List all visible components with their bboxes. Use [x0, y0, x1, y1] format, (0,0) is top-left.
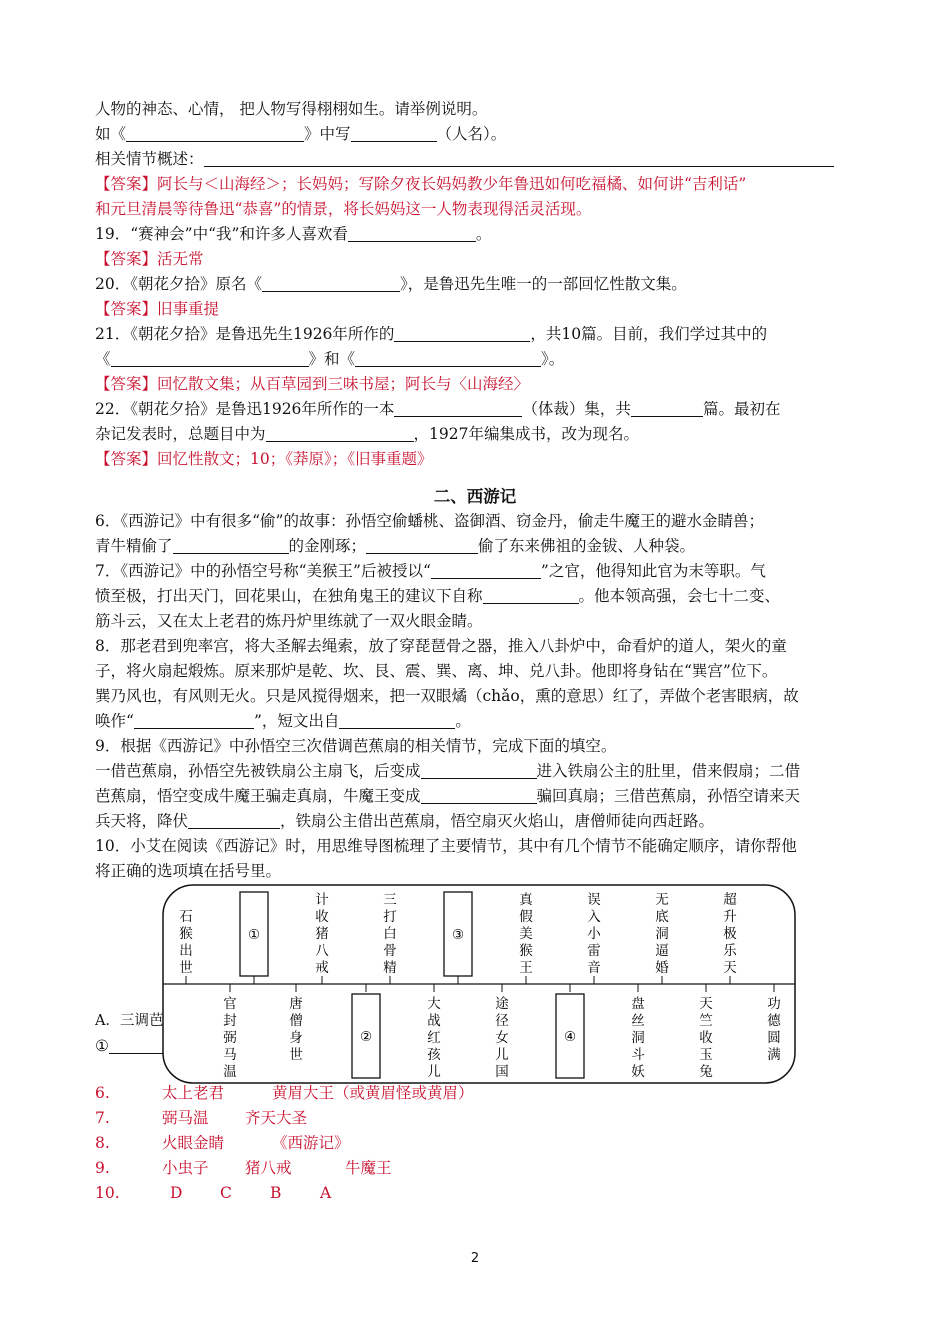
blank[interactable] — [126, 125, 304, 142]
answer-line: 【答案】阿长与＜山海经＞；长妈妈；写除夕夜长妈妈教少年鲁迅如何吃福橘、如何讲“吉利话” — [95, 175, 747, 193]
text-line — [95, 785, 800, 807]
blank[interactable] — [188, 812, 280, 829]
plot-item-char: 途 — [495, 996, 509, 1012]
mind-map-bottom-item — [289, 984, 303, 1063]
text-line: 筋斗云，又在太上老君的炼丹炉里练就了一双火眼金睛。 — [95, 612, 483, 630]
mind-map-top-item — [444, 892, 472, 984]
plot-item-char: 乐 — [723, 943, 737, 959]
text: 。他本领高强，会七十二变、 — [578, 587, 781, 605]
blank[interactable] — [483, 587, 579, 604]
text-line: 将正确的选项填在括号里。 — [95, 862, 282, 880]
plot-item-char: 世 — [289, 1047, 303, 1063]
plot-item-char: 德 — [767, 1013, 781, 1029]
text-line — [95, 810, 714, 832]
blank[interactable] — [431, 562, 541, 579]
text: 如《 — [95, 125, 127, 143]
answer-number: 8. — [95, 1134, 110, 1152]
text: 21．《朝花夕拾》是鲁迅先生1926年所作的 — [95, 325, 395, 343]
plot-item-char: 兔 — [699, 1064, 713, 1080]
plot-item-char: 底 — [655, 909, 669, 925]
text-line — [95, 760, 800, 782]
question-22 — [95, 398, 780, 420]
answer-line: 和元旦清晨等待鲁迅“恭喜”的情景，将长妈妈这一人物表现得活灵活现。 — [95, 200, 592, 218]
plot-item-char: 官 — [223, 996, 237, 1012]
text: 一借芭蕉扇，孙悟空先被铁扇公主扇飞，后变成 — [95, 762, 421, 780]
plot-item-char: 收 — [315, 909, 329, 925]
plot-item-char: 竺 — [699, 1013, 713, 1029]
answer-number: 10. — [95, 1184, 120, 1202]
plot-item-char: 儿 — [427, 1064, 441, 1080]
text-line — [95, 148, 834, 170]
question-20 — [95, 273, 687, 295]
text: 芭蕉扇，悟空变成牛魔王骗走真扇，牛魔王变成 — [95, 787, 421, 805]
plot-item-char: 猴 — [179, 926, 193, 942]
plot-item-char: 真 — [519, 892, 533, 908]
blank[interactable] — [134, 712, 254, 729]
blank[interactable] — [111, 350, 309, 367]
plot-item-char: 白 — [383, 926, 397, 942]
plot-item-char: 唐 — [289, 996, 303, 1012]
text-line — [95, 348, 564, 370]
plot-item-char: 猴 — [519, 943, 533, 959]
text: 19．“赛神会”中“我”和许多人喜欢看 — [95, 225, 348, 243]
blank[interactable] — [394, 325, 530, 342]
text: ，共10篇。目前，我们学过其中的 — [530, 325, 768, 343]
text: ”之官，他得知此官为末等职。气 — [540, 562, 766, 580]
text: 》和《 — [308, 350, 356, 368]
answer-number: 9. — [95, 1159, 110, 1177]
plot-item-char: 洞 — [631, 1030, 645, 1046]
blank-box-label: ② — [359, 1029, 373, 1045]
text-line — [95, 585, 780, 607]
text-line — [95, 710, 471, 732]
page-number: 2 — [470, 1251, 480, 1266]
mind-map-bottom-item — [352, 984, 380, 1078]
text-line — [95, 423, 639, 445]
blank[interactable] — [394, 400, 522, 417]
answer-text: 火眼金睛 — [162, 1134, 225, 1152]
plot-item-char: 误 — [587, 892, 601, 908]
plot-item-char: 斗 — [631, 1047, 645, 1063]
plot-item-char: 满 — [767, 1047, 781, 1063]
plot-item-char: 天 — [699, 996, 713, 1012]
blank[interactable] — [421, 762, 537, 779]
mind-map-top-item — [383, 892, 397, 984]
text: 偷了东来佛祖的金钹、人种袋。 — [478, 537, 696, 555]
plot-item-char: 身 — [289, 1030, 303, 1046]
text: 相关情节概述： — [95, 150, 204, 168]
text-line: 子，将火扇起煅炼。原来那炉是乾、坎、艮、震、巽、离、坤、兑八卦。他即将身钻在“巽宫”位下。 — [95, 662, 778, 680]
blank[interactable] — [339, 712, 455, 729]
text: ，1927年编集成书，改为现名。 — [413, 425, 639, 443]
plot-item-char: 计 — [315, 892, 329, 908]
text: 骗回真扇；三借芭蕉扇，孙悟空请来天 — [536, 787, 801, 805]
plot-item-char: 功 — [767, 996, 781, 1012]
answer-text: 弼马温 — [162, 1109, 209, 1127]
text-line — [95, 535, 695, 557]
mind-map-top-item — [655, 892, 669, 984]
mind-map-bottom-item — [223, 984, 237, 1080]
text: 篇。最初在 — [702, 400, 781, 418]
plot-item-char: 极 — [723, 926, 737, 942]
plot-item-char: 红 — [427, 1030, 441, 1046]
plot-item-char: 入 — [587, 909, 601, 925]
plot-item-char: 无 — [655, 892, 669, 908]
plot-item-char: 妖 — [631, 1064, 645, 1080]
mind-map-bottom-item — [631, 984, 645, 1080]
plot-item-char: 儿 — [495, 1047, 509, 1063]
answer-text: 《西游记》 — [272, 1134, 350, 1152]
plot-item-char: 温 — [223, 1064, 237, 1080]
plot-item-char: 孩 — [427, 1047, 441, 1063]
mind-map-top-item — [519, 892, 533, 984]
plot-item-char: 美 — [519, 926, 533, 942]
plot-item-char: 国 — [495, 1064, 509, 1080]
mind-map-bottom-item — [767, 984, 781, 1063]
mind-map-top-item — [315, 891, 329, 984]
mind-map-top-item — [723, 891, 737, 984]
answer-text: D — [170, 1184, 183, 1202]
text: ，铁扇公主借出芭蕉扇，悟空扇灭火焰山，唐僧师徒向西赶路。 — [280, 812, 715, 830]
answer-line: 【答案】活无常 — [95, 250, 204, 268]
plot-item-char: 收 — [699, 1030, 713, 1046]
plot-item-char: 打 — [383, 909, 397, 925]
answer-line: 【答案】旧事重提 — [95, 300, 220, 318]
text-line: 巽乃风也，有风则无火。只是风搅得烟来，把一双眼燏（chǎo，熏的意思）红了，弄做个老害眼病，故 — [95, 687, 799, 705]
text: 》，是鲁迅先生唯一的一部回忆性散文集。 — [399, 275, 687, 293]
text: （体裁）集，共 — [522, 400, 631, 418]
plot-item-char: 马 — [223, 1047, 237, 1063]
plot-item-char: 出 — [179, 943, 193, 959]
plot-item-char: 假 — [519, 909, 533, 925]
blank[interactable] — [421, 787, 537, 804]
plot-item-char: 盘 — [631, 996, 645, 1012]
blank[interactable] — [351, 125, 437, 142]
plot-item-char: 女 — [495, 1030, 509, 1046]
mind-map-top-item — [240, 892, 268, 984]
plot-item-char: 天 — [723, 960, 737, 976]
question-6: 6．《西游记》中有很多“偷”的故事：孙悟空偷蟠桃、盗御酒、窃金丹，偷走牛魔王的避水金睛兽； — [95, 512, 764, 530]
plot-item-char: 逼 — [655, 943, 669, 959]
blank-box-label: ④ — [563, 1029, 577, 1045]
text: 的金刚琢； — [288, 537, 367, 555]
plot-item-char: 升 — [723, 909, 737, 925]
blank-box-label: ① — [247, 927, 261, 943]
plot-item-char: 三 — [383, 892, 397, 908]
mind-map-bottom-item — [495, 984, 509, 1080]
plot-item-char: 精 — [383, 960, 397, 976]
mind-map-bottom-item — [427, 984, 441, 1080]
answer-text: 小虫子 — [162, 1159, 209, 1177]
mind-map-bottom-item — [699, 984, 713, 1080]
blank[interactable] — [262, 275, 400, 292]
plot-item-char: 石 — [179, 909, 193, 925]
question-9: 9．根据《西游记》中孙悟空三次借调芭蕉扇的相关情节，完成下面的填空。 — [95, 737, 617, 755]
plot-item-char: 战 — [427, 1013, 441, 1029]
text: ”，短文出自 — [253, 712, 340, 730]
text: 愤至极，打出天门，回花果山，在独角鬼王的建议下自称 — [95, 587, 483, 605]
blank[interactable] — [348, 225, 476, 242]
plot-item-char: 圆 — [767, 1030, 781, 1046]
plot-item-char: 玉 — [699, 1047, 713, 1063]
text: 兵天将，降伏 — [95, 812, 189, 830]
mind-map — [162, 884, 796, 1084]
blank[interactable] — [355, 350, 541, 367]
plot-item-char: 猪 — [315, 926, 329, 942]
plot-item-char: 婚 — [655, 960, 669, 976]
text: 》中写 — [304, 125, 351, 143]
question-10: 10．小艾在阅读《西游记》时，用思维导图梳理了主要情节，其中有几个情节不能确定顺序，请你帮他 — [95, 837, 797, 855]
plot-item-char: 戒 — [315, 960, 329, 976]
blank[interactable] — [173, 537, 289, 554]
option-a: A．三调芭 — [95, 1013, 164, 1029]
question-8: 8．那老君到兜率宫，将大圣解去绳索，放了穿琵琶骨之器，推入八卦炉中，命看炉的道人，架火的童 — [95, 637, 787, 655]
text: 《 — [95, 350, 111, 368]
text: 》。 — [541, 350, 565, 368]
text-line — [95, 123, 506, 145]
text: 。 — [455, 712, 471, 730]
text: （人名）。 — [436, 125, 507, 143]
text: 唤作“ — [95, 712, 134, 730]
text-line: 人物的神态、心情， 把人物写得栩栩如生。请举例说明。 — [95, 100, 488, 118]
answer-text: A — [320, 1184, 332, 1202]
text: 7．《西游记》中的孙悟空号称“美猴王”后被授以“ — [95, 562, 431, 580]
answer-text: B — [270, 1184, 282, 1202]
plot-item-char: 大 — [427, 996, 441, 1012]
plot-item-char: 小 — [587, 926, 601, 942]
plot-item-char: 骨 — [383, 943, 397, 959]
mind-map-top-item — [587, 892, 601, 984]
text: 青牛精偷了 — [95, 537, 173, 555]
answer-text: 牛魔王 — [345, 1159, 392, 1177]
answer-text: 太上老君 — [162, 1084, 225, 1102]
plot-item-char: 雷 — [587, 943, 601, 959]
blank[interactable] — [266, 425, 414, 442]
answer-number: 7. — [95, 1109, 110, 1127]
plot-item-char: 封 — [223, 1013, 237, 1029]
text: 进入铁扇公主的肚里，借来假扇；二借 — [536, 762, 801, 780]
plot-item-char: 径 — [495, 1013, 509, 1029]
blank-box-label: ③ — [451, 927, 465, 943]
mind-map-top-item — [179, 909, 193, 984]
plot-item-char: 洞 — [655, 926, 669, 942]
question-21 — [95, 323, 767, 345]
plot-item-char: 超 — [723, 892, 737, 908]
plot-item-char: 弼 — [223, 1030, 237, 1046]
plot-item-char: 僧 — [289, 1013, 303, 1029]
section-heading: 二、西游记 — [433, 487, 517, 506]
text: 。 — [475, 225, 492, 243]
blank[interactable] — [366, 537, 478, 554]
question-7 — [95, 560, 766, 582]
text: 22．《朝花夕拾》是鲁迅1926年所作的一本 — [95, 400, 395, 418]
blank[interactable] — [204, 150, 834, 167]
answer-line: 【答案】回忆性散文；10；《莽原》；《旧事重题》 — [95, 450, 433, 468]
answer-text: 黄眉大王（或黄眉怪或黄眉） — [272, 1084, 474, 1102]
answer-text: 齐天大圣 — [245, 1109, 308, 1127]
text: 20．《朝花夕拾》原名《 — [95, 275, 262, 293]
answer-text: C — [220, 1184, 232, 1202]
text: 杂记发表时，总题目中为 — [95, 425, 266, 443]
question-19 — [95, 223, 491, 245]
answer-line: 【答案】回忆散文集；从百草园到三味书屋；阿长与〈山海经〉 — [95, 375, 530, 393]
plot-item-char: 八 — [315, 943, 329, 959]
plot-item-char: 音 — [587, 960, 601, 976]
plot-item-char: 丝 — [631, 1013, 645, 1029]
text-line — [95, 1035, 169, 1057]
plot-item-char: 世 — [179, 960, 193, 976]
mind-map-bottom-item — [556, 984, 584, 1078]
blank[interactable] — [631, 400, 703, 417]
blank[interactable] — [109, 1037, 169, 1054]
plot-item-char: 王 — [519, 960, 533, 976]
circle-number: ① — [95, 1037, 109, 1055]
answer-number: 6. — [95, 1084, 110, 1102]
answer-text: 猪八戒 — [245, 1159, 292, 1177]
